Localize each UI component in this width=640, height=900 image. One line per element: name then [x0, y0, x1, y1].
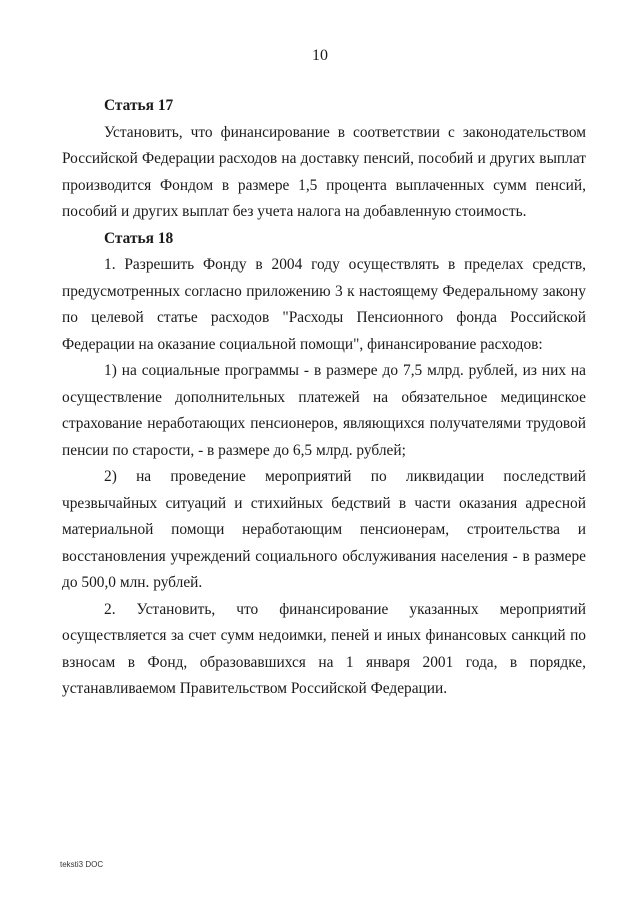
article-18-paragraph-2: 2. Установить, что финансирование указанных мероприятий осуществляется за счет сумм недоимки, пеней и иных финансовых санкций по взносам в Фонд, образовавшихся на 1 января 2001 года, в порядке, устанавливаемом Правительством Российской Федерации.: [62, 600, 586, 697]
article-18-item-2: 2) на проведение мероприятий по ликвидации последствий чрезвычайных ситуаций и стихийных бедствий в части оказания адресной материальной помощи неработающим пенсионерам, строительства и восстановления учреждений социального обслуживания населения - в размере до 500,0 млн. рублей.: [62, 468, 586, 591]
article-18-paragraph-1: 1. Разрешить Фонду в 2004 году осуществлять в пределах средств, предусмотренных согласно приложению 3 к настоящему Федеральному закону по целевой статье расходов "Расходы Пенсионного фонда Российской Федерации на оказание социальной помощи", финансирование расходов:: [62, 256, 586, 353]
article-18-item-1: 1) на социальные программы - в размере до 7,5 млрд. рублей, из них на осуществление дополнительных платежей на обязательное медицинское страхование неработающих пенсионеров, являющихся получателями трудовой пенсии по старости, - в размере до 6,5 млрд. рублей;: [62, 362, 586, 459]
file-name-footer: teksti3 DOC: [60, 860, 104, 869]
document-body: [62, 93, 586, 703]
article-17-text: Установить, что финансирование в соответствии с законодательством Российской Федерации расходов на доставку пенсий, пособий и других выплат производится Фондом в размере 1,5 процента выплаченных сумм пенсий, пособий и других выплат без учета налога на добавленную стоимость.: [62, 123, 586, 220]
article-18-heading: Статья 18: [104, 229, 174, 247]
page-number: 10: [312, 47, 328, 64]
article-17-heading: Статья 17: [104, 97, 174, 114]
